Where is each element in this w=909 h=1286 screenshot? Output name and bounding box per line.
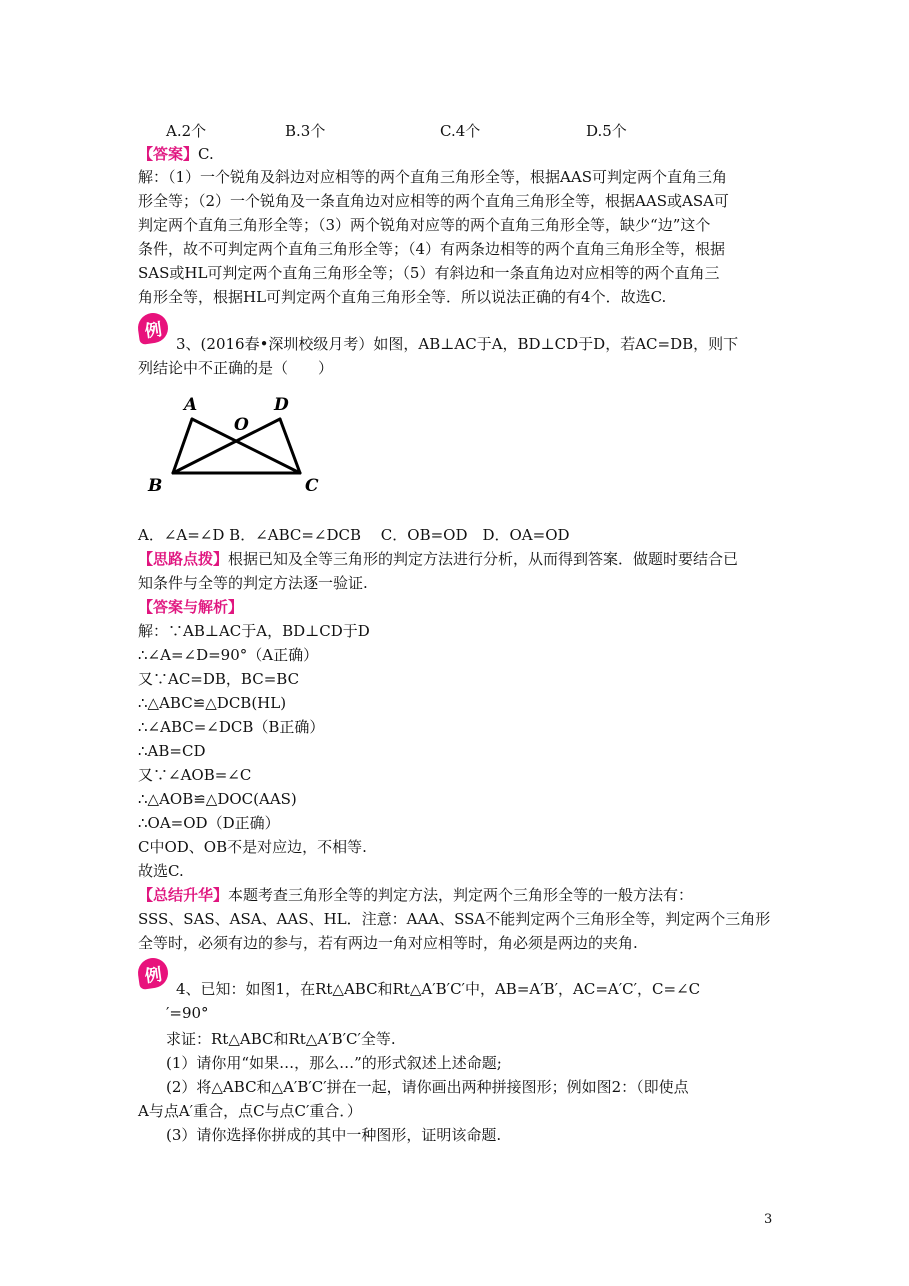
label-o: O [234,415,249,435]
answer-value: C. [198,145,214,163]
summary-line2: SSS、SAS、ASA、AAS、HL．注意：AAA、SSA不能判定两个三角形全等，判定两个三角形 [138,910,771,928]
option-b: B.3个 [285,122,326,140]
question-4-line: 求证：Rt△ABC和Rt△A′B′C′全等. [166,1030,396,1048]
question-4-line: (2）将△ABC和△A′B′C′拼在一起，请你画出两种拼接图形；例如图2：（即使点 [166,1078,689,1096]
summary-line3: 全等时，必须有边的参与，若有两边一角对应相等时，角必须是两边的夹角. [138,934,638,952]
label-d: D [274,395,289,415]
triangle-figure [140,388,340,500]
solution-2-line: 条件，故不可判定两个直角三角形全等；（4）有两条边相等的两个直角三角形全等，根据 [138,240,726,258]
solution-3-line: 又∵AC=DB，BC=BC [138,670,300,688]
question-4-line: (1）请你用“如果…，那么…”的形式叙述上述命题; [166,1054,502,1072]
summary-text: 本题考查三角形全等的判定方法，判定两个三角形全等的一般方法有： [228,886,694,904]
solution-2-line: 判定两个直角三角形全等；（3）两个锐角对应等的两个直角三角形全等，缺少“边”这个 [138,216,711,234]
solution-3-line: 解：∵AB⊥AC于A，BD⊥CD于D [138,622,370,640]
hint-text: 根据已知及全等三角形的判定方法进行分析，从而得到答案．做题时要结合已 [228,550,739,568]
solution-2-line: 解：（1）一个锐角及斜边对应相等的两个直角三角形全等，根据AAS可判定两个直角三角 [138,168,727,186]
label-b: B [148,476,163,496]
solution-3-line: C中OD、OB不是对应边，不相等. [138,838,367,856]
answer-3-tag: 【答案与解析】 [138,598,244,616]
label-a: A [184,395,198,415]
label-c: C [305,476,319,496]
question-4-line: (3）请你选择你拼成的其中一种图形，证明该命题. [166,1126,502,1144]
hint-line1 [138,548,738,570]
option-a: A.2个 [166,122,207,140]
solution-3-line: ∴OA=OD（D正确） [138,814,280,832]
solution-3-line: ∴∠ABC=∠DCB（B正确） [138,718,325,736]
solution-3-line: ∴∠A=∠D=90°（A正确） [138,646,319,664]
solution-2-line: 角形全等，根据HL可判定两个直角三角形全等．所以说法正确的有4个．故选C. [138,288,667,306]
hint-tag: 【思路点拨】 [138,550,229,568]
solution-2-line: 形全等；（2）一个锐角及一条直角边对应相等的两个直角三角形全等，根据AAS或ASA可 [138,192,729,210]
question-3-options: A．∠A=∠D B．∠ABC=∠DCB C．OB=OD D．OA=OD [138,526,570,544]
page-number: 3 [764,1212,773,1227]
answer-tag: 【答案】 [138,145,199,163]
summary-tag: 【总结升华】 [138,886,229,904]
question-4-line: ′=90° [166,1004,209,1022]
solution-3-line: ∴AB=CD [138,742,206,760]
question-4-line: 4、已知：如图1，在Rt△ABC和Rt△A′B′C′中，AB=A′B′，AC=A′C′，C=∠C [176,980,701,998]
answer-2 [138,143,214,165]
solution-3-line: ∴△AOB≌△DOC(AAS) [138,790,297,808]
question-3-line2: 列结论中不正确的是（ ） [138,359,334,377]
solution-3-line: ∴△ABC≌△DCB(HL) [138,694,287,712]
solution-3-line: 故选C. [138,862,184,880]
hint-line2: 知条件与全等的判定方法逐一验证. [138,574,368,592]
question-3-line1: 3、(2016春•深圳校级月考）如图，AB⊥AC于A，BD⊥CD于D，若AC=DB，则下 [176,335,739,353]
solution-2-line: SAS或HL可判定两个直角三角形全等；（5）有斜边和一条直角边对应相等的两个直角三 [138,264,720,282]
option-d: D.5个 [586,122,627,140]
question-4-line: A与点A′重合，点C与点C′重合．） [138,1102,362,1120]
example-badge: 例 [136,956,170,990]
summary-line1 [138,884,693,906]
option-c: C.4个 [440,122,481,140]
solution-3-line: 又∵∠AOB=∠C [138,766,252,784]
example-badge: 例 [136,311,170,345]
